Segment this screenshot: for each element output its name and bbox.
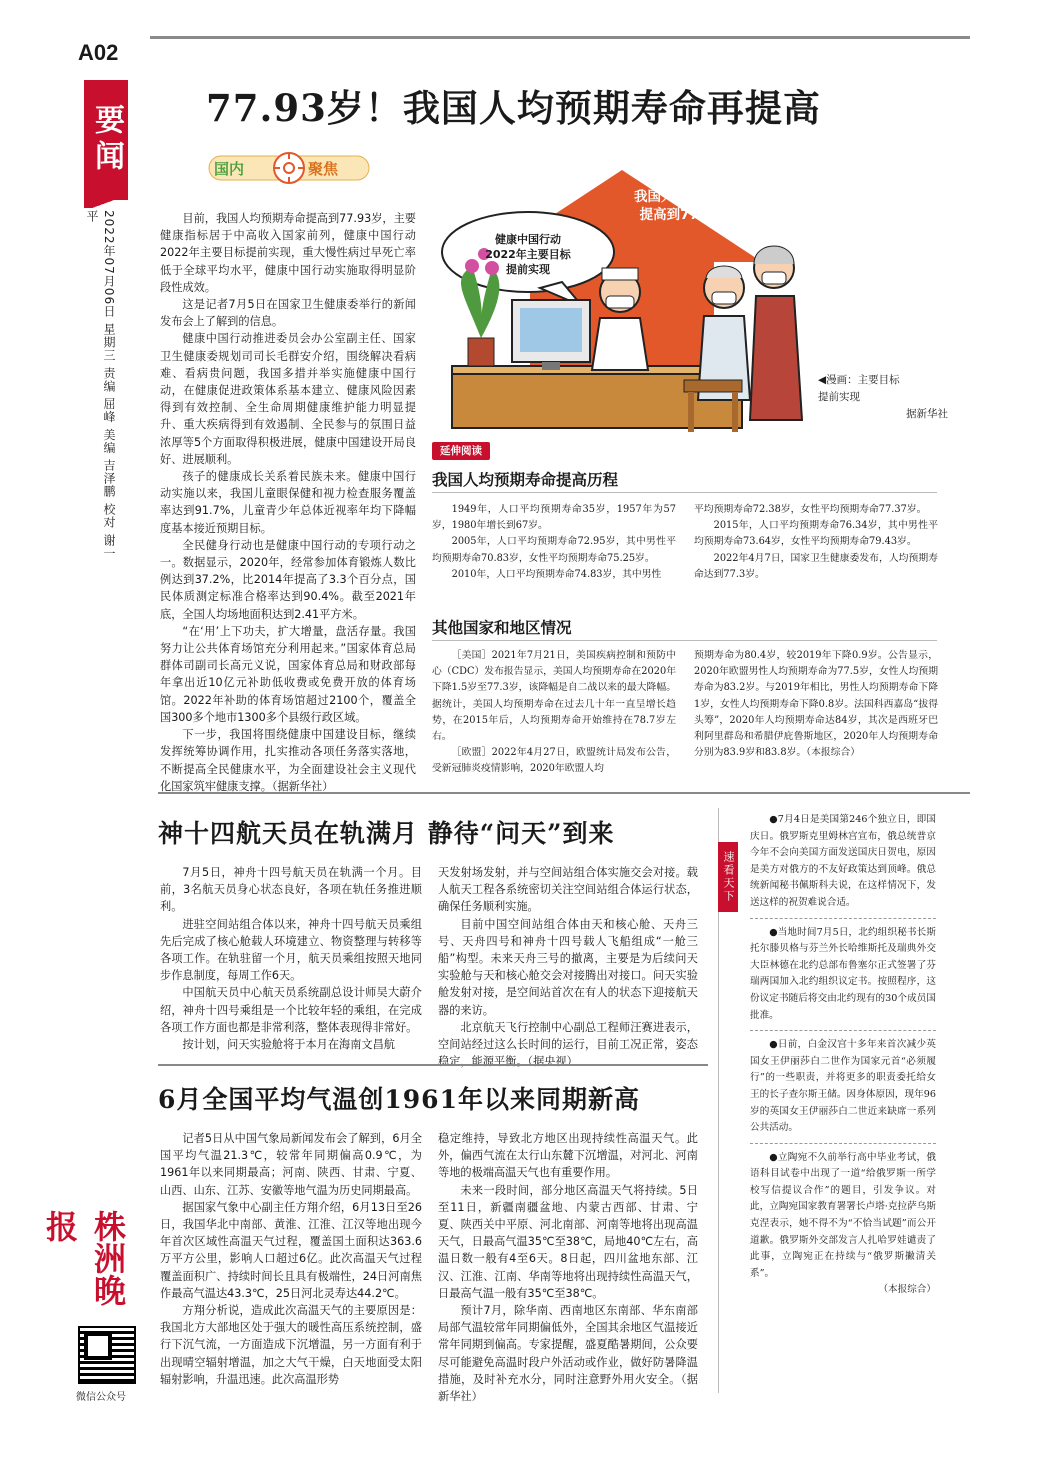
lead-headline: 77.93岁！我国人均预期寿命再提高 bbox=[206, 86, 821, 130]
bubble-line-2: 2022年主要目标 bbox=[485, 248, 571, 261]
story3-headline: 6月全国平均气温创1961年以来同期新高 bbox=[158, 1085, 640, 1114]
brief-item: ●7月4日是美国第246个独立日，即国庆日。俄罗斯克里姆林宫宣布，俄总统普京今年不会向美国方面发送国庆日贺电，原因是美方对俄方的不友好政策达到顶峰。俄总统新闻秘书佩斯科夫说，在这样情况下，发送这样的祝贺难说合适。 bbox=[750, 814, 936, 908]
story3-paragraph: 稳定维持，导致北方地区出现持续性高温天气。此外，偏西气流在太行山东麓下沉增温，对河北、河南等地的极端高温天气也有重要作用。 bbox=[438, 1132, 698, 1180]
brief-item: ●当地时间7月5日，北约组织秘书长斯托尔滕贝格与芬兰外长哈维斯托及瑞典外交大臣林德在北约总部布鲁塞尔正式签署了芬瑞两国加入北约组织议定书。按照程序，这份议定书随后将交由北约现有的30个成员国批准。 bbox=[750, 926, 936, 1021]
history-paragraph: 2005年，人口平均预期寿命72.95岁，其中男性平均预期寿命70.83岁，女性平均预期寿命75.25岁。 bbox=[432, 536, 676, 564]
lead-body bbox=[160, 210, 416, 795]
history-rule bbox=[432, 492, 937, 493]
story2-col1 bbox=[160, 864, 422, 1053]
lead-paragraph: 孩子的健康成长关系着民族未来。健康中国行动实施以来，我国儿童眼保健和视力检查服务覆盖率达到91.7%，儿童青少年总体近视率年均下降幅度基本接近预期目标。 bbox=[160, 470, 416, 535]
lead-paragraph: 全民健身行动也是健康中国行动的专项行动之一。数据显示，2020年，经常参加体育锻炼人数比例达到37.2%，比2014年提高了3.3个百分点，国民体质测定标准合格率达到90.4%。截至2021年底，全国人均场地面积达到2.41平方米。 bbox=[160, 538, 416, 621]
story2-paragraph: 按计划，问天实验舱将于本月在海南文昌航 bbox=[182, 1038, 395, 1052]
bubble-line-3: 提前实现 bbox=[506, 263, 550, 276]
other-countries-title: 其他国家和地区情况 bbox=[432, 619, 572, 637]
brief-divider bbox=[750, 1143, 936, 1144]
history-paragraph: 2010年，人口平均预期寿命74.83岁，其中男性 bbox=[451, 568, 662, 580]
qr-caption: 微信公众号 bbox=[76, 1392, 126, 1403]
other-paragraph: ［欧盟］2022年4月27日，欧盟统计局发布公告，受新冠肺炎疫情影响，2020年欧盟人均 bbox=[432, 747, 676, 775]
story3-col1 bbox=[160, 1130, 422, 1388]
date-line: 2022年07月06日 星期三 责编 屈峰 美编 吉泽鹏 校对 谢一平 bbox=[85, 210, 116, 560]
arrow-text bbox=[598, 188, 778, 224]
arrow-text-line-2: 提高到77.93岁 bbox=[639, 207, 737, 223]
other-rule bbox=[432, 640, 937, 641]
extended-reading-tag: 延伸阅读 bbox=[432, 442, 490, 460]
story2-paragraph: 进驻空间站组合体以来，神舟十四号航天员乘组先后完成了核心舱载人环境建立、物资整理与转移等各项工作。在轨驻留一个月，航天员乘组按照天地同步作息制度，每周工作6天。 bbox=[160, 917, 422, 983]
caption-line-1: ◀漫画：主要目标 bbox=[818, 374, 900, 386]
other-paragraph: 预期寿命为80.4岁，较2019年下降0.9岁。公告显示，2020年欧盟男性人均预期寿命为77.5岁，女性人均预期寿命为83.2岁。与2019年相比，男性人均预期寿命下降1岁，女性人均预期寿命下降0.8岁。法国科西嘉岛“拔得头筹”，2020年人均预期寿命达84岁，其次是西班牙巴利阿里群岛和希腊伊庇鲁斯地区，2020年人均预期寿命分别为83.9岁和83.8岁。（本报综合） bbox=[694, 650, 938, 759]
story2-paragraph: 天发射场发射，并与空间站组合体实施交会对接。载人航天工程各系统密切关注空间站组合体运行状态，确保任务顺利实施。 bbox=[438, 866, 698, 914]
story2-bottom-rule bbox=[158, 1064, 708, 1066]
illustration-caption bbox=[818, 372, 948, 423]
story3-paragraph: 方翔分析说，造成此次高温天气的主要原因是：我国北方大部地区处于强大的暖性高压系统控制，盛行下沉气流，一方面造成下沉增温，另一方面有利于出现晴空辐射增温，加之大气干燥，白天地面受太阳辐射影响，升温迅速。此次高温形势 bbox=[160, 1304, 422, 1386]
history-paragraph: 2022年4月7日，国家卫生健康委发布，人均预期寿命达到77.3岁。 bbox=[694, 552, 938, 580]
story3-paragraph: 预计7月，除华南、西南地区东南部、华东南部局部气温较常年同期偏低外，全国其余地区气温接近常年同期到偏高。专家提醒，盛夏酷暑期间，公众要尽可能避免高温时段户外活动或作业，做好防暑降温措施，及时补充水分，同时注意野外用火安全。（据新华社） bbox=[438, 1304, 698, 1404]
history-paragraph: 1949年，人口平均预期寿命35岁，1957年为57岁，1980年增长到67岁。 bbox=[432, 504, 676, 532]
section-label-tail bbox=[84, 198, 128, 208]
story3-paragraph: 据国家气象中心副主任方翔介绍，6月13日至26日，我国华北中南部、黄淮、江淮、江汉等地出现今年首次区域性高温天气过程，覆盖国土面积达363.6万平方公里，影响人口超过6亿。此次高温天气过程覆盖面积广、持续时间长且具有极端性，24日河南焦作最高气温达43.3℃，25日河北灵寿达44.2℃。 bbox=[160, 1200, 422, 1300]
brief-divider bbox=[750, 918, 936, 919]
story2-paragraph: 目前中国空间站组合体由天和核心舱、天舟三号、天舟四号和神舟十四号载人飞船组成“一舱三船”构型。未来天舟三号的撤离，主要是为后续问天实验舱与天和核心舱交会对接腾出对接口。问天实验舱发射对接，是空间站首次在有人的状态下迎接航天器的来访。 bbox=[438, 917, 698, 1017]
story2-paragraph: 中国航天员中心航天员系统副总设计师吴大蔚介绍，神舟十四号乘组是一个比较年轻的乘组，在完成各项工作方面也都是非常利落，整体表现得非常好。 bbox=[160, 986, 422, 1034]
badge-left-text: 国内 bbox=[214, 160, 245, 178]
bubble-line-1: 健康中国行动 bbox=[495, 233, 561, 246]
world-briefs-tag: 速看天下 bbox=[718, 842, 738, 912]
other-paragraph: ［美国］2021年7月21日，美国疾病控制和预防中心（CDC）发布报告显示，美国人均预期寿命在2020年下降1.5岁至77.3岁，该降幅是自二战以来的最大降幅。据统计，美国人均预期寿命在过去几十年一直呈增长趋势，在2015年后，人均预期寿命开始维持在78.7岁左右。 bbox=[432, 650, 676, 743]
history-paragraph: 平均预期寿命72.38岁，女性平均预期寿命77.37岁。 bbox=[694, 504, 927, 515]
story3-col2 bbox=[438, 1130, 698, 1405]
caption-line-2: 提前实现 bbox=[818, 391, 860, 403]
history-paragraph: 2015年，人口平均预期寿命76.34岁，其中男性平均预期寿命73.64岁，女性平均预期寿命79.43岁。 bbox=[694, 520, 938, 548]
badge-right-text: 聚焦 bbox=[308, 160, 339, 178]
newspaper-logo: 株洲晚报 bbox=[41, 1210, 127, 1306]
lead-paragraph: “在‘用’上下功夫，扩大增量，盘活存量。我国努力让公共体育场馆充分利用起来。”国家体育总局群体司副司长高元义说，国家体育总局和财政部每年拿出近10亿元补助低收费或免费开放的体育场馆。2022年补助的体育场馆超过2100个，覆盖全国300多个地市1300多个县级行政区域。 bbox=[160, 624, 416, 724]
history-title: 我国人均预期寿命提高历程 bbox=[432, 471, 619, 489]
history-right-col bbox=[694, 502, 938, 583]
other-left-col bbox=[432, 648, 676, 778]
world-briefs-list bbox=[750, 812, 936, 1299]
speech-bubble-text bbox=[468, 232, 588, 277]
story2-col2 bbox=[438, 864, 698, 1070]
brief-item: ●立陶宛不久前举行高中毕业考试，俄语科目试卷中出现了一道“给俄罗斯一所学校写信提议合作”的题目，引发争议。对此，立陶宛国家教育署署长卢塔·克拉萨乌斯克涅表示，她不得不为“不恰当试题”而公开道歉。俄罗斯外交部发言人扎哈罗娃谴责了此事，立陶宛正在持续与“俄罗斯撇清关系”。 bbox=[750, 1151, 936, 1279]
brief-divider bbox=[750, 1030, 936, 1031]
history-left-col bbox=[432, 502, 676, 583]
page-number: A02 bbox=[78, 40, 119, 65]
section-label: 要闻 bbox=[84, 80, 128, 200]
story2-paragraph: 北京航天飞行控制中心副总工程师汪赛进表示，空间站经过这么长时间的运行，目前工况正常，姿态稳定，能源平衡。（据央视） bbox=[438, 1020, 698, 1069]
other-right-col bbox=[694, 648, 938, 761]
top-rule bbox=[150, 36, 970, 39]
lead-paragraph: 下一步，我国将围绕健康中国建设目标，继续发挥统筹协调作用，扎实推动各项任务落实落地，不断提高全民健康水平，为全面建设社会主义现代化国家筑牢健康支撑。（据新华社） bbox=[160, 728, 416, 793]
story3-paragraph: 记者5日从中国气象局新闻发布会了解到，6月全国平均气温21.3℃，较常年同期偏高0.9℃，为1961年以来同期最高；河南、陕西、甘肃、宁夏、山西、山东、江苏、安徽等地气温为历史同期最高。 bbox=[160, 1132, 422, 1197]
story2-paragraph: 7月5日，神舟十四号航天员在轨满一个月。目前，3名航天员身心状态良好，各项在轨任务推进顺利。 bbox=[160, 866, 422, 914]
caption-credit: 据新华社 bbox=[906, 408, 948, 420]
qr-finder-icon bbox=[84, 1332, 112, 1360]
lead-paragraph: 目前，我国人均预期寿命提高到77.93岁，主要健康指标居于中高收入国家前列，健康中国行动2022年主要目标提前实现，重大慢性病过早死亡率低于全球平均水平，健康中国行动实施取得明显阶段性成效。 bbox=[160, 212, 416, 294]
lead-paragraph: 健康中国行动推进委员会办公室副主任、国家卫生健康委规划司司长毛群安介绍，围绕解决看病难、看病贵问题，我国多措并举实施健康中国行动，在健康促进政策体系基本建立、健康风险因素得到有效控制、全生命周期健康维护能力明显提升、重大疾病得到有效遏制、全民参与的氛围日益浓厚等5个方面取得积极进展，健康中国建设开局良好、进展顺利。 bbox=[160, 332, 416, 466]
brief-item: ●日前，白金汉宫十多年来首次减少英国女王伊丽莎白二世作为国家元首“必须履行”的一些职责，并将更多的职责委托给女王的长子查尔斯王储。因身体原因，现年96岁的英国女王伊丽莎白二世近来缺席一系列公共活动。 bbox=[750, 1039, 936, 1134]
story2-headline: 神十四航天员在轨满月 静待“问天”到来 bbox=[158, 819, 615, 848]
story3-paragraph: 未来一段时间，部分地区高温天气将持续。5日至11日，新疆南疆盆地、内蒙古西部、甘肃、宁夏、陕西关中平原、河北南部、河南等地将出现高温天气，日最高气温35℃至38℃，局地40℃左右，高温日数一般有4至6天。8日起，四川盆地东部、江汉、江淮、江南、华南等地将出现持续性高温天气，日最高气温一般有35℃至38℃。 bbox=[438, 1183, 698, 1300]
brief-credit: （本报综合） bbox=[878, 1284, 936, 1296]
lead-paragraph: 这是记者7月5日在国家卫生健康委举行的新闻发布会上了解到的信息。 bbox=[160, 298, 416, 329]
lead-bottom-rule bbox=[158, 792, 970, 794]
arrow-text-line-1: 我国人均预期寿命 bbox=[634, 189, 742, 205]
